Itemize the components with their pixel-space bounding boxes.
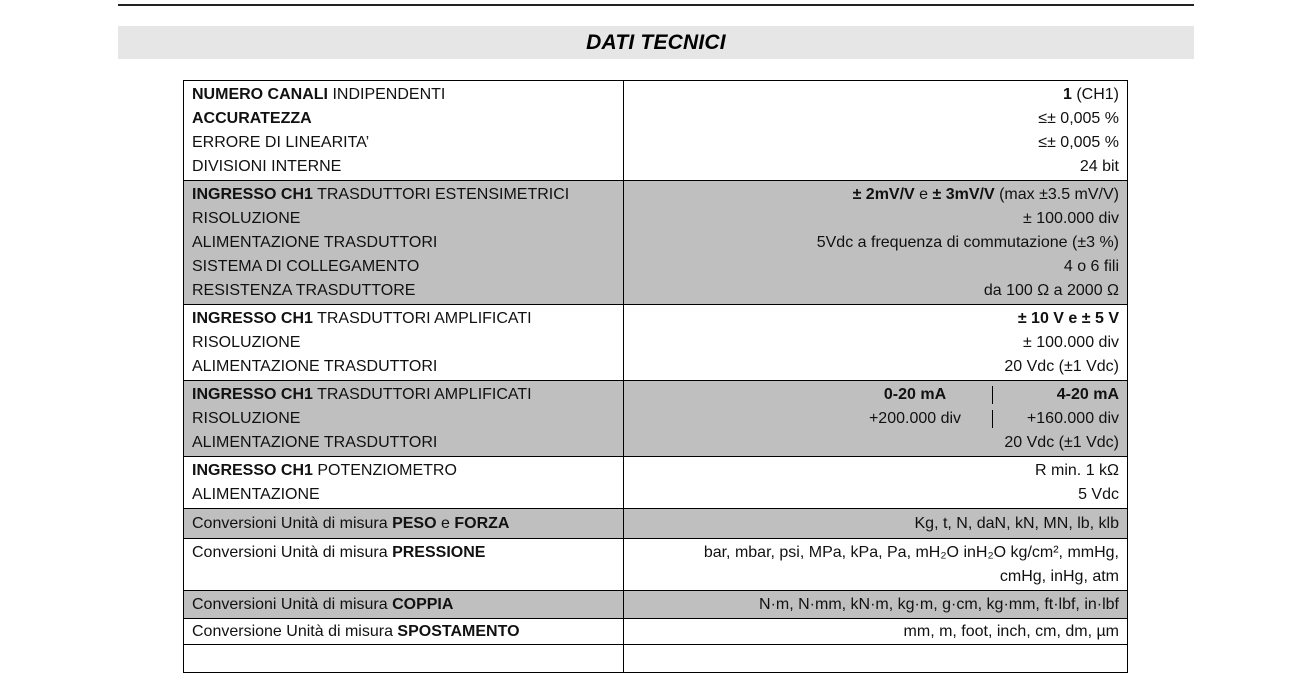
spec-row-strain-gauge [184,181,1128,305]
spec-row-amplified-voltage [184,305,1128,381]
title-bar [118,26,1194,59]
spec-value: ± 100.000 div [1023,334,1119,351]
spec-label: INGRESSO CH1 POTENZIOMETRO [192,462,457,479]
spec-value: N·m, N·mm, kN·m, kg·m, g·cm, kg·mm, ft·lbf, in·lbf [759,596,1119,613]
spec-label: NUMERO CANALI INDIPENDENTI [192,86,446,103]
spec-row-potentiometer [184,457,1128,509]
spec-value-pair: 0-20 mA 4-20 mA [883,386,1119,403]
spec-label: INGRESSO CH1 TRASDUTTORI AMPLIFICATI [192,310,532,327]
spec-value: cmHg, inHg, atm [999,568,1119,585]
spec-row-weight-force [184,509,1128,539]
spec-value: da 100 Ω a 2000 Ω [983,282,1119,299]
spec-label: INGRESSO CH1 TRASDUTTORI AMPLIFICATI [192,386,532,403]
spec-label: RISOLUZIONE [192,210,301,227]
spec-value: ± 2mV/V e ± 3mV/V (max ±3.5 mV/V) [852,186,1119,203]
spec-row-displacement [184,619,1128,645]
spec-value: ≤± 0,005 % [1038,110,1119,127]
spec-label: ERRORE DI LINEARITA’ [192,134,370,151]
spec-label: SISTEMA DI COLLEGAMENTO [192,258,420,275]
spec-row-cutoff [184,645,1128,673]
spec-row-pressure [184,539,1128,591]
spec-label: ACCURATEZZA [192,110,312,127]
spec-value: 20 Vdc (±1 Vdc) [1004,358,1119,375]
spec-value: 5 Vdc [1078,486,1119,503]
spec-label: ALIMENTAZIONE TRASDUTTORI [192,358,438,375]
spec-label: DIVISIONI INTERNE [192,158,342,175]
spec-table [183,80,1128,673]
spec-row-torque [184,591,1128,619]
spec-label: RISOLUZIONE [192,334,301,351]
spec-value: ± 10 V e ± 5 V [1017,310,1119,327]
spec-label: Conversioni Unità di misura COPPIA [192,596,454,613]
spec-label: RISOLUZIONE [192,410,301,427]
spec-value-pair: +200.000 div +160.000 div [868,410,1119,427]
column-divider [992,410,993,428]
spec-label: RESISTENZA TRASDUTTORE [192,282,416,299]
spec-value: 24 bit [1079,158,1119,175]
top-rule [118,4,1194,6]
spec-value: Kg, t, N, daN, kN, MN, lb, klb [914,515,1119,532]
spec-value: R min. 1 kΩ [1035,462,1119,479]
spec-label: ALIMENTAZIONE [192,486,320,503]
spec-label: ALIMENTAZIONE TRASDUTTORI [192,234,438,251]
spec-label: ALIMENTAZIONE TRASDUTTORI [192,434,438,451]
spec-label: Conversioni Unità di misura PRESSIONE [192,544,486,561]
spec-row-amplified-current [184,381,1128,457]
spec-value: 20 Vdc (±1 Vdc) [1004,434,1119,451]
column-divider [992,386,993,404]
page-title: DATI TECNICI [586,31,726,54]
spec-value: 1 (CH1) [1062,86,1119,103]
spec-label: INGRESSO CH1 TRASDUTTORI ESTENSIMETRICI [192,186,570,203]
spec-value: ± 100.000 div [1023,210,1119,227]
spec-value: bar, mbar, psi, MPa, kPa, Pa, mH₂O inH₂O kg/cm², mmHg, [703,544,1119,561]
spec-label: Conversione Unità di misura SPOSTAMENTO [192,623,520,640]
spec-label: Conversioni Unità di misura PESO e FORZA [192,515,510,532]
spec-row-general [184,81,1128,181]
spec-value: mm, m, foot, inch, cm, dm, µm [903,623,1119,640]
spec-value: 5Vdc a frequenza di commutazione (±3 %) [816,234,1119,251]
spec-value: 4 o 6 fili [1063,258,1119,275]
spec-value: ≤± 0,005 % [1038,134,1119,151]
